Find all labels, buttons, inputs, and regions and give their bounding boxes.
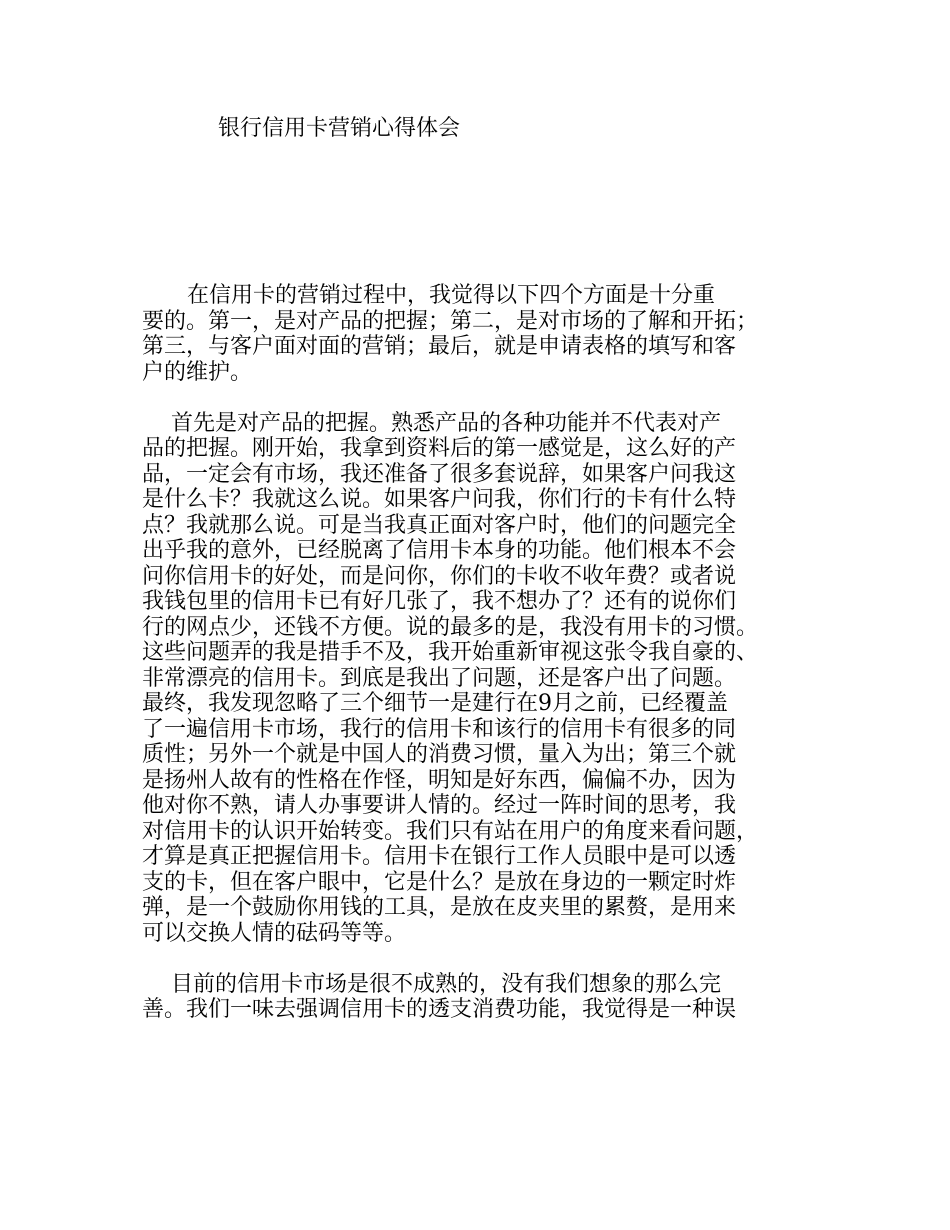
text-line: 在信用卡的营销过程中，我觉得以下四个方面是十分重 [158,283,715,308]
text-line: 品，一定会有市场，我还准备了很多套说辞，如果客户问我这 [142,461,737,487]
document-title: 银行信用卡营销心得体会 [218,116,461,141]
text-line: 第三，与客户面对面的营销；最后，就是申请表格的填写和客 [142,334,737,359]
text-line: 质性；另外一个就是中国人的消费习惯，量入为出；第三个就 [142,742,737,767]
text-line: 我钱包里的信用卡已有好几张了，我不想办了？还有的说你们 [142,589,737,614]
text-line: 是扬州人故有的性格在作怪，明知是好东西，偏偏不办，因为 [142,767,737,793]
text-line: 最终，我发现忽略了三个细节一是建行在9月之前，已经覆盖 [142,691,728,716]
text-line: 是什么卡？我就这么说。如果客户问我，你们行的卡有什么特 [142,487,737,512]
text-line: 善。我们一味去强调信用卡的透支消费功能，我觉得是一种误 [142,997,737,1022]
paragraph-product [142,411,832,947]
text-line: 问你信用卡的好处，而是问你，你们的卡收不收年费？或者说 [142,563,737,589]
text-line: 行的网点少，还钱不方便。说的最多的是，我没有用卡的习惯。 [142,614,759,640]
text-line: 非常漂亮的信用卡。到底是我出了问题，还是客户出了问题。 [142,665,737,691]
text-line: 弹，是一个鼓励你用钱的工具，是放在皮夹里的累赘，是用来 [142,895,737,920]
text-line: 对信用卡的认识开始转变。我们只有站在用户的角度来看问题， [142,818,759,844]
text-line: 了一遍信用卡市场，我行的信用卡和该行的信用卡有很多的同 [142,716,737,742]
paragraph-gap [142,946,832,972]
text-line: 出乎我的意外，已经脱离了信用卡本身的功能。他们根本不会 [142,538,737,563]
text-line: 目前的信用卡市场是很不成熟的，没有我们想象的那么完 [142,971,721,997]
text-line: 点？我就那么说。可是当我真正面对客户时，他们的问题完全 [142,512,737,538]
text-line: 才算是真正把握信用卡。信用卡在银行工作人员眼中是可以透 [142,844,737,869]
text-line: 品的把握。刚开始，我拿到资料后的第一感觉是，这么好的产 [142,436,737,461]
paragraph-intro [142,283,832,385]
text-line: 他对你不熟，请人办事要讲人情的。经过一阵时间的思考，我 [142,793,737,818]
text-line: 首先是对产品的把握。熟悉产品的各种功能并不代表对产 [142,410,721,436]
text-line: 要的。第一，是对产品的把握；第二，是对市场的了解和开拓； [142,308,759,334]
text-line: 可以交换人情的砝码等等。 [142,920,407,946]
document-body [142,283,832,1023]
text-line: 户的维护。 [142,359,253,385]
paragraph-gap [142,385,832,411]
text-line: 支的卡，但在客户眼中，它是什么？是放在身边的一颗定时炸 [142,869,737,895]
text-line: 这些问题弄的我是措手不及，我开始重新审视这张令我自豪的、 [142,640,759,665]
paragraph-market [142,972,832,1023]
